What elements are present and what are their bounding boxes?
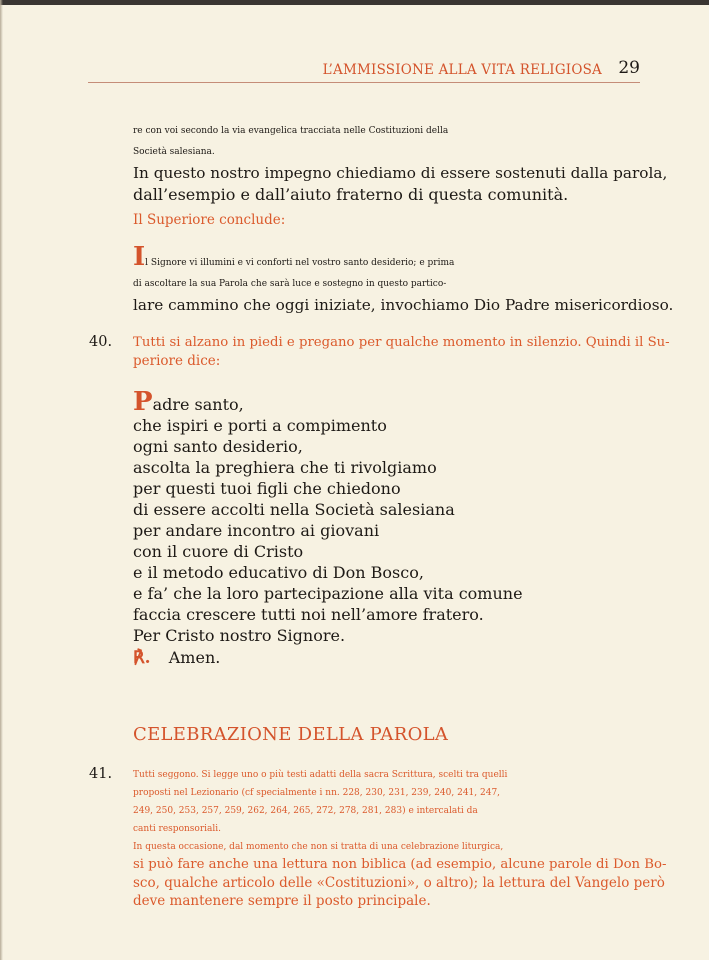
rubric-line: sco, qualche articolo delle «Costituzioni», o altro); la lettura del Vangelo però xyxy=(133,875,665,891)
rubric-line: Tutti si alzano in piedi e pregano per qualche momento in silenzio. Quindi il Su- xyxy=(133,335,670,350)
section-heading: CELEBRAZIONE DELLA PAROLA xyxy=(133,724,449,745)
prayer-line: faccia crescere tutti noi nell’amore fratero. xyxy=(133,605,484,624)
paragraph-number-41: 41. xyxy=(89,766,113,782)
response xyxy=(133,647,220,669)
prayer-line: per questi tuoi figli che chiedono xyxy=(133,479,401,498)
dropcap-initial: P xyxy=(133,387,153,417)
page-number: 29 xyxy=(618,58,640,78)
prayer-line: Per Cristo nostro Signore. xyxy=(133,626,346,645)
superior-closing-text xyxy=(133,242,674,316)
response-text: Amen. xyxy=(168,648,221,667)
rubric-line: canti responsoriali. xyxy=(133,824,221,834)
prayer-line: che ispiri e porti a compimento xyxy=(133,416,387,435)
prayer-line: e fa’ che la loro partecipazione alla vita comune xyxy=(133,584,523,603)
rubric-line: Tutti seggono. Si legge uno o più testi adatti della sacra Scrittura, scelti tra quelli xyxy=(133,770,508,780)
prayer-line: di essere accolti nella Società salesiana xyxy=(133,500,455,519)
rubric-line: periore dice: xyxy=(133,353,221,369)
rubric-line: 249, 250, 253, 257, 259, 262, 264, 265, 272, 278, 281, 283) e intercalati da xyxy=(133,806,478,816)
text-line: In questo nostro impegno chiediamo di essere sostenuti dalla parola, xyxy=(133,164,668,182)
text-line xyxy=(133,242,673,274)
rubric-section-41 xyxy=(133,766,667,910)
prayer-line xyxy=(133,387,523,417)
prayer-text xyxy=(133,387,523,646)
page-top-edge xyxy=(0,0,709,5)
text-line: di ascoltare la sua Parola che sarà luce e sostegno in questo partico- xyxy=(133,279,447,289)
rubric-superior-concludes xyxy=(133,211,285,229)
rubric-line: Il Superiore conclude: xyxy=(133,212,286,228)
dropcap-initial: I xyxy=(133,242,146,272)
rubric-line: deve mantenere sempre il posto principale. xyxy=(133,893,431,909)
running-title: L’AMMISSIONE ALLA VITA RELIGIOSA xyxy=(322,62,602,78)
paragraph-number-40: 40. xyxy=(89,334,113,350)
prayer-line: e il metodo educativo di Don Bosco, xyxy=(133,563,424,582)
text-line: Società salesiana. xyxy=(133,147,215,157)
first-line-text: adre santo, xyxy=(152,395,244,414)
rubric-section-40 xyxy=(133,334,670,370)
text-line: re con voi secondo la via evangelica tracciata nelle Costituzioni della xyxy=(133,126,449,136)
text-line: lare cammino che oggi iniziate, invochiamo Dio Padre misericordioso. xyxy=(133,296,674,314)
prayer-line: ascolta la preghiera che ti rivolgiamo xyxy=(133,458,437,477)
prayer-line: con il cuore di Cristo xyxy=(133,542,304,561)
prayer-line: ogni santo desiderio, xyxy=(133,437,303,456)
rubric-line: proposti nel Lezionario (cf specialmente i nn. 228, 230, 231, 239, 240, 241, 247, xyxy=(133,788,501,798)
response-symbol: ℟. xyxy=(133,648,151,668)
rubric-line: In questa occasione, dal momento che non si tratta di una celebrazione liturgica, xyxy=(133,842,504,852)
intro-paragraph xyxy=(133,121,667,205)
prayer-line: per andare incontro ai giovani xyxy=(133,521,380,540)
text-line: dall’esempio e dall’aiuto fraterno di questa comunità. xyxy=(133,185,569,204)
running-header xyxy=(88,58,640,83)
page-gutter-shadow xyxy=(0,0,3,960)
first-line-text: l Signore vi illumini e vi conforti nel vostro santo desiderio; e prima xyxy=(145,258,455,268)
rubric-line: si può fare anche una lettura non biblica (ad esempio, alcune parole di Don Bo- xyxy=(133,857,667,872)
